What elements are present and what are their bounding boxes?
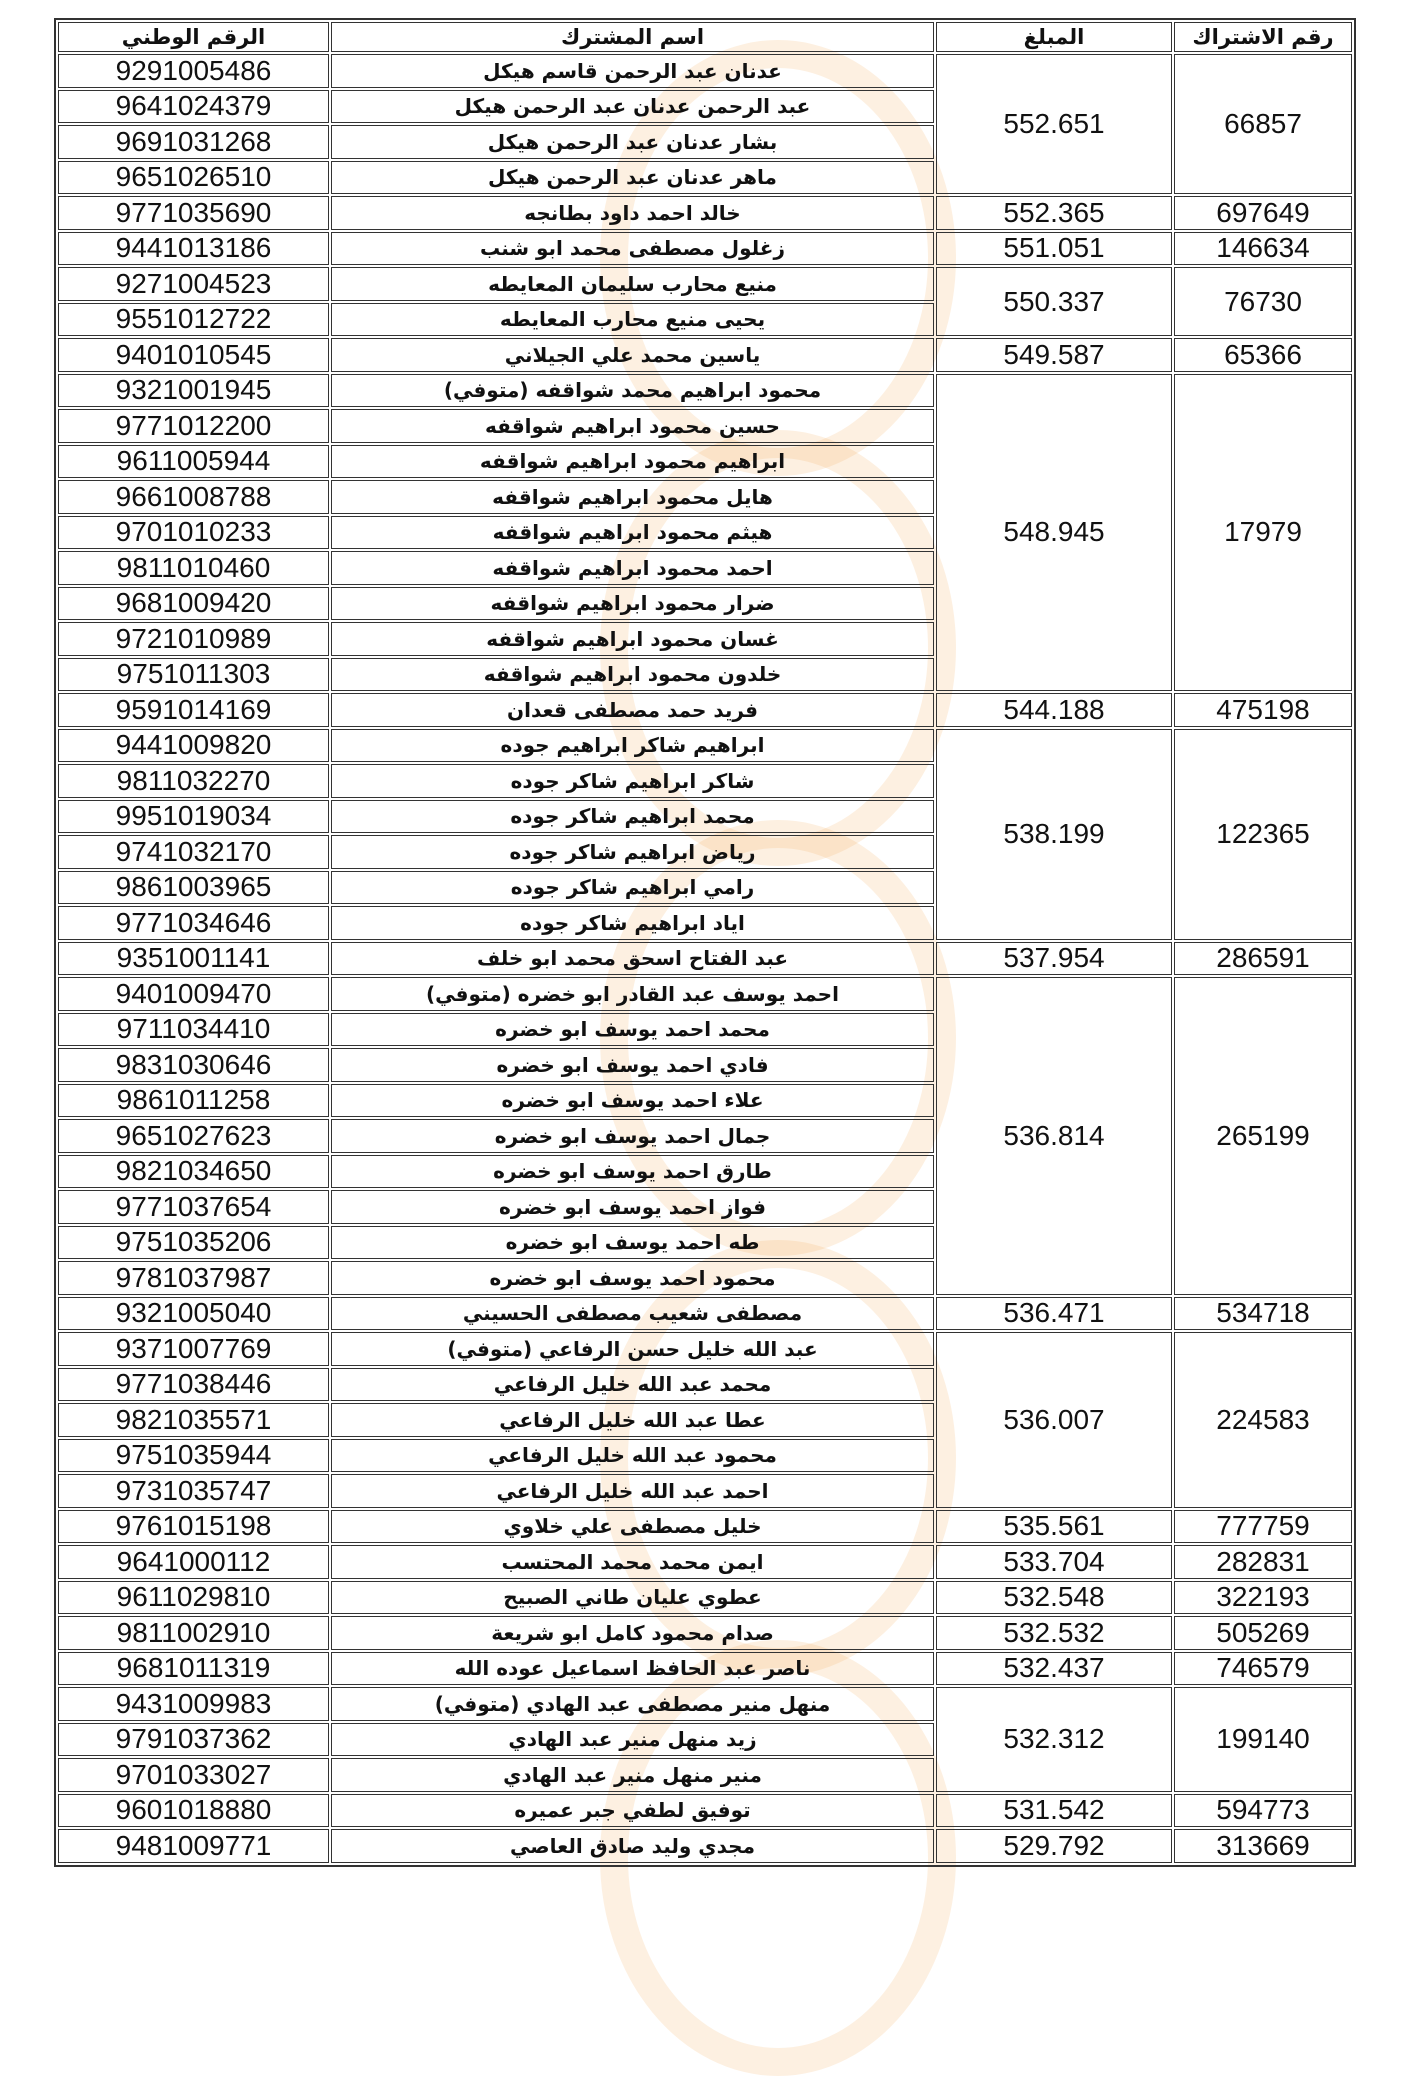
subscriber-name-cell: احمد عبد الله خليل الرفاعي [331, 1474, 934, 1508]
table-row [58, 196, 1352, 230]
amount-cell: 536.471 [936, 1297, 1172, 1331]
subscriber-name-cell: ابراهيم شاكر ابراهيم جوده [331, 729, 934, 763]
national-id-cell: 9811032270 [58, 764, 329, 798]
national-id-cell: 9441009820 [58, 729, 329, 763]
subscription-no-cell: 282831 [1174, 1545, 1352, 1579]
national-id-cell: 9951019034 [58, 800, 329, 834]
subscriber-name-cell: يحيى منيع محارب المعايطه [331, 303, 934, 337]
subscriber-name-cell: محمد ابراهيم شاكر جوده [331, 800, 934, 834]
subscription-no-cell: 265199 [1174, 977, 1352, 1295]
subscriber-name-cell: ضرار محمود ابراهيم شواقفه [331, 587, 934, 621]
amount-cell: 533.704 [936, 1545, 1172, 1579]
subscription-no-cell: 746579 [1174, 1652, 1352, 1686]
national-id-cell: 9651026510 [58, 161, 329, 195]
national-id-cell: 9291005486 [58, 54, 329, 88]
subscription-no-cell: 286591 [1174, 942, 1352, 976]
national-id-cell: 9721010989 [58, 622, 329, 656]
subscriber-name-cell: خلدون محمود ابراهيم شواقفه [331, 658, 934, 692]
national-id-cell: 9821034650 [58, 1155, 329, 1189]
header-amount: المبلغ [936, 22, 1172, 52]
subscription-no-cell: 594773 [1174, 1794, 1352, 1828]
table-row [58, 1616, 1352, 1650]
national-id-cell: 9771034646 [58, 906, 329, 940]
subscription-no-cell: 777759 [1174, 1510, 1352, 1544]
subscriber-name-cell: ابراهيم محمود ابراهيم شواقفه [331, 445, 934, 479]
subscriber-name-cell: مصطفى شعيب مصطفى الحسيني [331, 1297, 934, 1331]
subscriber-name-cell: مجدي وليد صادق العاصي [331, 1829, 934, 1863]
national-id-cell: 9771035690 [58, 196, 329, 230]
subscription-no-cell: 697649 [1174, 196, 1352, 230]
table-row [58, 1510, 1352, 1544]
amount-cell: 552.365 [936, 196, 1172, 230]
subscription-no-cell: 65366 [1174, 338, 1352, 372]
national-id-cell: 9601018880 [58, 1794, 329, 1828]
amount-cell: 532.532 [936, 1616, 1172, 1650]
subscriber-name-cell: توفيق لطفي جبر عميره [331, 1794, 934, 1828]
subscriber-name-cell: منهل منير مصطفى عبد الهادي (متوفي) [331, 1687, 934, 1721]
national-id-cell: 9481009771 [58, 1829, 329, 1863]
subscription-no-cell: 66857 [1174, 54, 1352, 194]
amount-cell: 535.561 [936, 1510, 1172, 1544]
table-row [58, 374, 1352, 408]
table-row [58, 1652, 1352, 1686]
national-id-cell: 9741032170 [58, 835, 329, 869]
subscription-no-cell: 505269 [1174, 1616, 1352, 1650]
subscriber-name-cell: طه احمد يوسف ابو خضره [331, 1226, 934, 1260]
national-id-cell: 9811010460 [58, 551, 329, 585]
subscriber-name-cell: حسين محمود ابراهيم شواقفه [331, 409, 934, 443]
table-row [58, 1794, 1352, 1828]
subscriber-name-cell: احمد يوسف عبد القادر ابو خضره (متوفي) [331, 977, 934, 1011]
subscriber-name-cell: هايل محمود ابراهيم شواقفه [331, 480, 934, 514]
national-id-cell: 9711034410 [58, 1013, 329, 1047]
amount-cell: 532.548 [936, 1581, 1172, 1615]
amount-cell: 537.954 [936, 942, 1172, 976]
subscriber-name-cell: فواز احمد يوسف ابو خضره [331, 1190, 934, 1224]
national-id-cell: 9681011319 [58, 1652, 329, 1686]
national-id-cell: 9861003965 [58, 871, 329, 905]
subscription-no-cell: 224583 [1174, 1332, 1352, 1508]
subscriber-name-cell: منيع محارب سليمان المعايطه [331, 267, 934, 301]
table-row [58, 942, 1352, 976]
subscription-no-cell: 17979 [1174, 374, 1352, 692]
national-id-cell: 9751035944 [58, 1439, 329, 1473]
subscriber-name-cell: عبد الرحمن عدنان عبد الرحمن هيكل [331, 90, 934, 124]
national-id-cell: 9401009470 [58, 977, 329, 1011]
amount-cell: 531.542 [936, 1794, 1172, 1828]
subscriber-name-cell: محمد احمد يوسف ابو خضره [331, 1013, 934, 1047]
subscriber-name-cell: زغلول مصطفى محمد ابو شنب [331, 232, 934, 266]
amount-cell: 532.312 [936, 1687, 1172, 1792]
subscriber-name-cell: فريد حمد مصطفى قعدان [331, 693, 934, 727]
table-row [58, 338, 1352, 372]
subscriber-name-cell: احمد محمود ابراهيم شواقفه [331, 551, 934, 585]
subscriber-name-cell: عبد الله خليل حسن الرفاعي (متوفي) [331, 1332, 934, 1366]
national-id-cell: 9271004523 [58, 267, 329, 301]
subscriber-name-cell: خليل مصطفى علي خلاوي [331, 1510, 934, 1544]
subscriber-name-cell: شاكر ابراهيم شاكر جوده [331, 764, 934, 798]
national-id-cell: 9611005944 [58, 445, 329, 479]
amount-cell: 544.188 [936, 693, 1172, 727]
subscriber-name-cell: محمود احمد يوسف ابو خضره [331, 1261, 934, 1295]
table-row [58, 729, 1352, 763]
subscription-no-cell: 475198 [1174, 693, 1352, 727]
subscriber-name-cell: محمود ابراهيم محمد شواقفه (متوفي) [331, 374, 934, 408]
header-subscription-no: رقم الاشتراك [1174, 22, 1352, 52]
amount-cell: 551.051 [936, 232, 1172, 266]
national-id-cell: 9351001141 [58, 942, 329, 976]
amount-cell: 550.337 [936, 267, 1172, 336]
subscription-no-cell: 534718 [1174, 1297, 1352, 1331]
amount-cell: 529.792 [936, 1829, 1172, 1863]
amount-cell: 549.587 [936, 338, 1172, 372]
national-id-cell: 9751035206 [58, 1226, 329, 1260]
subscriber-name-cell: رياض ابراهيم شاكر جوده [331, 835, 934, 869]
subscriber-name-cell: هيثم محمود ابراهيم شواقفه [331, 516, 934, 550]
subscriber-name-cell: اياد ابراهيم شاكر جوده [331, 906, 934, 940]
national-id-cell: 9731035747 [58, 1474, 329, 1508]
table-row [58, 232, 1352, 266]
amount-cell: 536.007 [936, 1332, 1172, 1508]
table-row [58, 1297, 1352, 1331]
national-id-cell: 9771038446 [58, 1368, 329, 1402]
amount-cell: 536.814 [936, 977, 1172, 1295]
national-id-cell: 9751011303 [58, 658, 329, 692]
amount-cell: 548.945 [936, 374, 1172, 692]
subscriber-name-cell: محمد عبد الله خليل الرفاعي [331, 1368, 934, 1402]
national-id-cell: 9701010233 [58, 516, 329, 550]
national-id-cell: 9551012722 [58, 303, 329, 337]
table-body [58, 54, 1352, 1863]
national-id-cell: 9831030646 [58, 1048, 329, 1082]
national-id-cell: 9821035571 [58, 1403, 329, 1437]
subscriber-name-cell: رامي ابراهيم شاكر جوده [331, 871, 934, 905]
header-national-id: الرقم الوطني [58, 22, 329, 52]
subscriber-name-cell: زيد منهل منير عبد الهادي [331, 1723, 934, 1757]
national-id-cell: 9401010545 [58, 338, 329, 372]
table-header-row [58, 22, 1352, 52]
subscriber-name-cell: علاء احمد يوسف ابو خضره [331, 1084, 934, 1118]
subscriber-name-cell: ماهر عدنان عبد الرحمن هيكل [331, 161, 934, 195]
subscriber-name-cell: عطا عبد الله خليل الرفاعي [331, 1403, 934, 1437]
subscriber-name-cell: خالد احمد داود بطانجه [331, 196, 934, 230]
header-subscriber-name: اسم المشترك [331, 22, 934, 52]
table-row [58, 267, 1352, 301]
subscriber-name-cell: عبد الفتاح اسحق محمد ابو خلف [331, 942, 934, 976]
amount-cell: 532.437 [936, 1652, 1172, 1686]
amount-cell: 552.651 [936, 54, 1172, 194]
subscription-no-cell: 146634 [1174, 232, 1352, 266]
subscription-no-cell: 313669 [1174, 1829, 1352, 1863]
subscriber-name-cell: جمال احمد يوسف ابو خضره [331, 1119, 934, 1153]
national-id-cell: 9811002910 [58, 1616, 329, 1650]
table-row [58, 977, 1352, 1011]
subscriber-name-cell: طارق احمد يوسف ابو خضره [331, 1155, 934, 1189]
subscribers-table [54, 18, 1356, 1867]
national-id-cell: 9681009420 [58, 587, 329, 621]
table-row [58, 1581, 1352, 1615]
amount-cell: 538.199 [936, 729, 1172, 940]
national-id-cell: 9641024379 [58, 90, 329, 124]
subscriber-name-cell: صدام محمود كامل ابو شريعة [331, 1616, 934, 1650]
subscriber-name-cell: غسان محمود ابراهيم شواقفه [331, 622, 934, 656]
subscriber-name-cell: ناصر عبد الحافظ اسماعيل عوده الله [331, 1652, 934, 1686]
national-id-cell: 9861011258 [58, 1084, 329, 1118]
national-id-cell: 9441013186 [58, 232, 329, 266]
subscriber-name-cell: ايمن محمد محمد المحتسب [331, 1545, 934, 1579]
national-id-cell: 9321001945 [58, 374, 329, 408]
subscription-no-cell: 122365 [1174, 729, 1352, 940]
national-id-cell: 9431009983 [58, 1687, 329, 1721]
subscription-no-cell: 76730 [1174, 267, 1352, 336]
national-id-cell: 9701033027 [58, 1758, 329, 1792]
national-id-cell: 9641000112 [58, 1545, 329, 1579]
table-row [58, 1829, 1352, 1863]
table-row [58, 54, 1352, 88]
subscriber-name-cell: ياسين محمد علي الجيلاني [331, 338, 934, 372]
subscriber-name-cell: محمود عبد الله خليل الرفاعي [331, 1439, 934, 1473]
national-id-cell: 9771037654 [58, 1190, 329, 1224]
table-row [58, 1332, 1352, 1366]
subscriber-name-cell: منير منهل منير عبد الهادي [331, 1758, 934, 1792]
subscriber-name-cell: عدنان عبد الرحمن قاسم هيكل [331, 54, 934, 88]
national-id-cell: 9321005040 [58, 1297, 329, 1331]
national-id-cell: 9611029810 [58, 1581, 329, 1615]
table-row [58, 1545, 1352, 1579]
subscriber-name-cell: عطوي عليان طاني الصبيح [331, 1581, 934, 1615]
subscriber-name-cell: فادي احمد يوسف ابو خضره [331, 1048, 934, 1082]
subscriber-name-cell: بشار عدنان عبد الرحمن هيكل [331, 125, 934, 159]
national-id-cell: 9661008788 [58, 480, 329, 514]
national-id-cell: 9791037362 [58, 1723, 329, 1757]
national-id-cell: 9771012200 [58, 409, 329, 443]
national-id-cell: 9691031268 [58, 125, 329, 159]
national-id-cell: 9761015198 [58, 1510, 329, 1544]
subscription-no-cell: 199140 [1174, 1687, 1352, 1792]
national-id-cell: 9591014169 [58, 693, 329, 727]
subscription-no-cell: 322193 [1174, 1581, 1352, 1615]
national-id-cell: 9371007769 [58, 1332, 329, 1366]
national-id-cell: 9781037987 [58, 1261, 329, 1295]
national-id-cell: 9651027623 [58, 1119, 329, 1153]
table-row [58, 693, 1352, 727]
table-row [58, 1687, 1352, 1721]
